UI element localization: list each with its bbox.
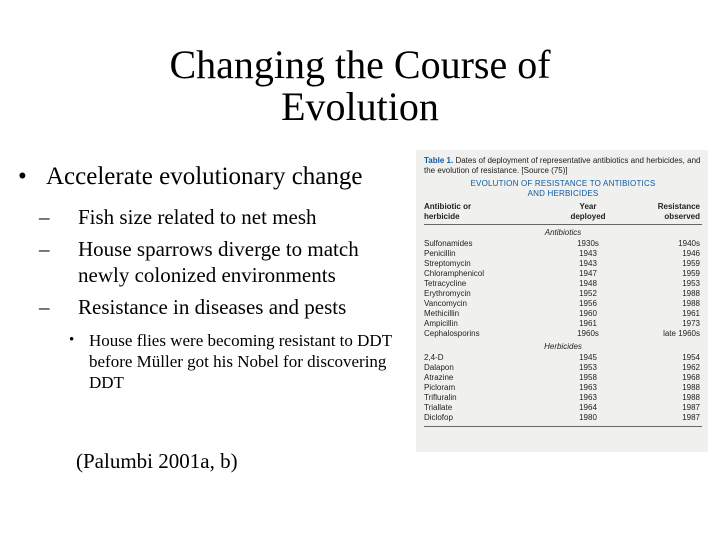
cell-agent: Ampicillin [424, 319, 458, 328]
cell-resistance: 1961 [682, 309, 700, 318]
cell-agent: Dalapon [424, 363, 454, 372]
sub-bullet-text: Fish size related to net mesh [78, 205, 317, 229]
sub-bullet [18, 236, 410, 288]
cell-year: 1963 [579, 393, 597, 402]
header-resistance [624, 202, 702, 222]
sub-bullet-text: House sparrows diverge to match newly colonized environments [78, 237, 359, 287]
cell-year: 1956 [579, 299, 597, 308]
cell-resistance: 1953 [682, 279, 700, 288]
bullet-list [18, 162, 410, 393]
cell-resistance: 1973 [682, 319, 700, 328]
header-agent-line-1: Antibiotic or [424, 202, 472, 211]
cell-year: 1958 [579, 373, 597, 382]
table-label: Table 1. [424, 156, 454, 165]
cell-year: 1948 [579, 279, 597, 288]
table-row [424, 363, 702, 373]
cell-agent: Penicillin [424, 249, 456, 258]
cell-resistance: 1962 [682, 363, 700, 372]
sub-bullet-dash: – [39, 295, 50, 319]
section-label-antibiotics: Antibiotics [544, 228, 582, 237]
sub-bullet [18, 294, 410, 320]
cell-year: 1961 [579, 319, 597, 328]
header-agent [424, 202, 552, 222]
table-row [424, 289, 702, 299]
cell-agent: Streptomycin [424, 259, 471, 268]
cell-resistance: 1988 [682, 383, 700, 392]
table-row [424, 353, 702, 363]
cell-agent: Sulfonamides [424, 239, 473, 248]
table-row [424, 299, 702, 309]
table-row [424, 249, 702, 259]
cell-resistance: 1946 [682, 249, 700, 258]
slide-title [100, 44, 620, 128]
cell-resistance: 1968 [682, 373, 700, 382]
cell-resistance: 1988 [682, 393, 700, 402]
cell-year: 1947 [579, 269, 597, 278]
cell-resistance: late 1960s [663, 329, 700, 338]
title-line-1: Changing the Course of [169, 42, 551, 87]
table-footer-rule [424, 426, 702, 427]
cell-agent: Trifluralin [424, 393, 457, 402]
sub-bullet-dash: – [39, 237, 50, 261]
cell-agent: Erythromycin [424, 289, 471, 298]
table-row [424, 259, 702, 269]
cell-year: 1980 [579, 413, 597, 422]
cell-year: 1945 [579, 353, 597, 362]
cell-year: 1963 [579, 383, 597, 392]
cell-year: 1953 [579, 363, 597, 372]
cell-year: 1960s [577, 329, 599, 338]
section-label-herbicides: Herbicides [544, 342, 582, 351]
bullet-main [18, 162, 410, 192]
cell-resistance: 1987 [682, 413, 700, 422]
cell-agent: Atrazine [424, 373, 454, 382]
sub-sub-bullet-dot: • [69, 332, 75, 348]
cell-resistance: 1940s [678, 239, 700, 248]
table-row [424, 329, 702, 339]
header-agent-line-2: herbicide [424, 212, 460, 221]
cell-agent: 2,4-D [424, 353, 444, 362]
table-row [424, 309, 702, 319]
cell-agent: Diclofop [424, 413, 453, 422]
sub-bullet-text: Resistance in diseases and pests [78, 295, 347, 319]
header-resistance-line-2: observed [664, 212, 700, 221]
sub-sub-bullet-text: House flies were becoming resistant to DDT before Müller got his Nobel for discovering DDT [89, 331, 392, 392]
header-year [552, 202, 624, 222]
cell-resistance: 1987 [682, 403, 700, 412]
table-title-line-1: EVOLUTION OF RESISTANCE TO ANTIBIOTICS [470, 179, 656, 188]
cell-year: 1930s [577, 239, 599, 248]
table-row [424, 413, 702, 423]
cell-resistance: 1959 [682, 259, 700, 268]
table-caption-text: Dates of deployment of representative antibiotics and herbicides, and the evolution of resistance. [Source (75)] [424, 156, 701, 175]
cell-agent: Picloram [424, 383, 456, 392]
cell-year: 1964 [579, 403, 597, 412]
resistance-table-image [416, 150, 708, 452]
table-row [424, 373, 702, 383]
cell-year: 1943 [579, 249, 597, 258]
cell-agent: Triallate [424, 403, 453, 412]
cell-resistance: 1988 [682, 289, 700, 298]
header-resistance-line-1: Resistance [657, 202, 700, 211]
sub-sub-bullet [18, 330, 410, 393]
table-row [424, 319, 702, 329]
header-year-line-1: Year [579, 202, 597, 211]
citation: (Palumbi 2001a, b) [76, 449, 238, 473]
cell-year: 1952 [579, 289, 597, 298]
sub-bullet-dash: – [39, 205, 50, 229]
table-title [424, 179, 702, 199]
bullet-dot: • [18, 163, 27, 190]
table-row [424, 393, 702, 403]
header-year-line-2: deployed [570, 212, 606, 221]
cell-resistance: 1988 [682, 299, 700, 308]
cell-agent: Cephalosporins [424, 329, 480, 338]
cell-resistance: 1954 [682, 353, 700, 362]
table-row [424, 269, 702, 279]
table-header [424, 202, 702, 225]
cell-year: 1943 [579, 259, 597, 268]
cell-resistance: 1959 [682, 269, 700, 278]
table-row [424, 383, 702, 393]
table-row [424, 279, 702, 289]
table-row [424, 239, 702, 249]
table-caption [424, 156, 702, 176]
bullet-main-text: Accelerate evolutionary change [46, 163, 363, 190]
cell-agent: Vancomycin [424, 299, 467, 308]
table-title-line-2: AND HERBICIDES [527, 189, 599, 198]
cell-agent: Tetracycline [424, 279, 467, 288]
table-row [424, 403, 702, 413]
title-line-2: Evolution [281, 84, 439, 129]
cell-agent: Chloramphenicol [424, 269, 485, 278]
sub-bullet [18, 204, 410, 230]
cell-year: 1960 [579, 309, 597, 318]
cell-agent: Methicillin [424, 309, 460, 318]
